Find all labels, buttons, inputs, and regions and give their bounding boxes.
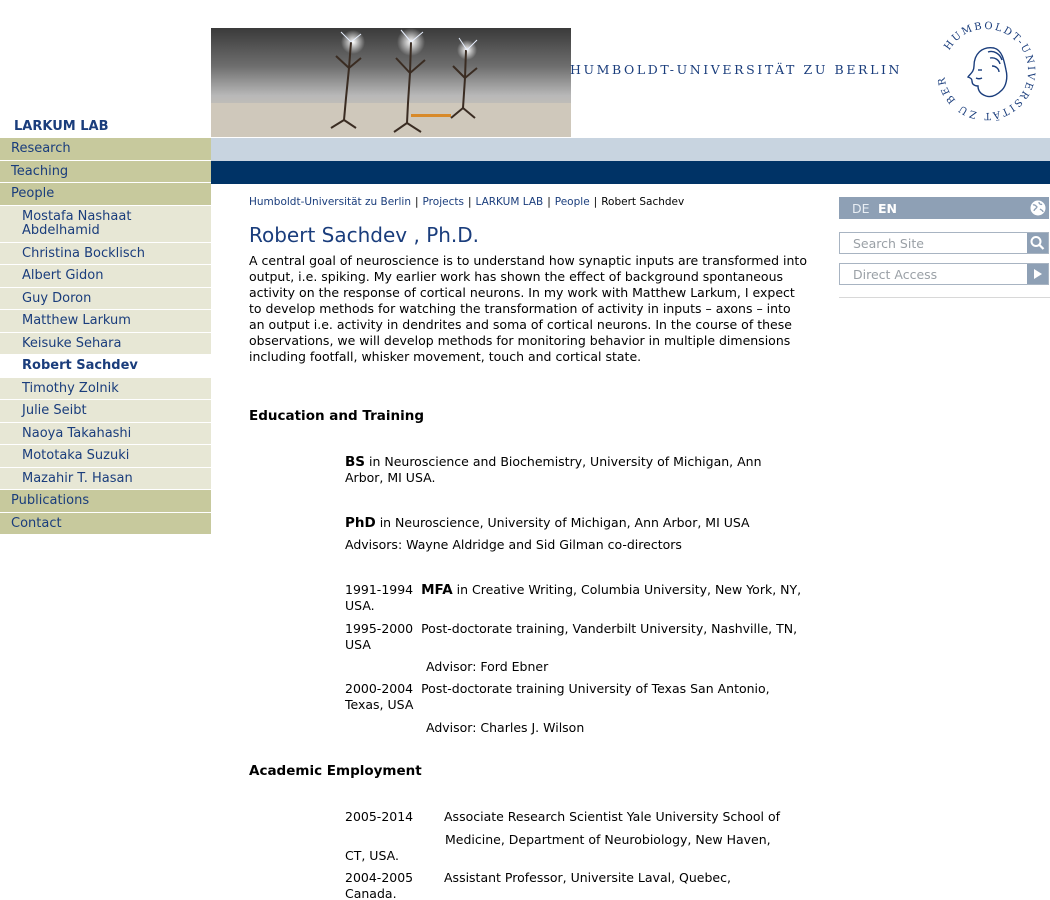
sidebar-item-teaching[interactable]: Teaching (0, 161, 211, 184)
sidebar-person-guy-doron[interactable]: Guy Doron (0, 288, 211, 311)
mfa-degree: MFA (421, 582, 453, 598)
postdoc1-text: Post-doctorate training, Vanderbilt University, Nashville, TN, USA (345, 621, 798, 652)
postdoc1-advisor: Advisor: Ford Ebner (426, 659, 549, 674)
education-heading: Education and Training (249, 408, 424, 424)
language-de-link[interactable]: DE (852, 201, 870, 216)
search-button[interactable] (1027, 233, 1048, 253)
direct-access-box (839, 263, 1049, 285)
job1-line2: Medicine, Department of Neurobiology, New Haven, (445, 832, 771, 847)
sidebar-person-mazahir-t-hasan[interactable]: Mazahir T. Hasan (0, 468, 211, 491)
breadcrumb-separator: | (593, 196, 598, 208)
direct-access-button[interactable] (1027, 264, 1048, 284)
job2-line1: Assistant Professor, Universite Laval, Quebec, (444, 870, 731, 885)
sidebar-person-mostafa-nashaat-abdelhamid[interactable]: Mostafa Nashaat Abdelhamid (0, 206, 211, 243)
svg-text:HUMBOLDT-UNIVERSITÄT ZU BERLIN (932, 14, 1036, 122)
breadcrumb-people[interactable]: People (554, 196, 590, 208)
breadcrumb-separator: | (467, 196, 472, 208)
university-seal[interactable] (932, 14, 1040, 128)
sidebar-person-christina-bocklisch[interactable]: Christina Bocklisch (0, 243, 211, 266)
job2-line2: Canada. (345, 886, 397, 900)
postdoc2-entry (345, 681, 805, 713)
breadcrumb-current: Robert Sachdev (601, 196, 685, 208)
intro-paragraph: A central goal of neuroscience is to understand how synaptic inputs are transformed into output, i.e. spiking. My earlier work has shown the effect of background spontaneous activity on the response of cortical neurons. In my work with Matthew Larkum, I expect to develop methods for watching the transformation of activity in inputs – axons – into an output i.e. activity in dendrites and soma of cortical neurons. In the course of these observations, we will develop methods for monitoring behavior in multiple dimensions including footfall, whisker movement, touch and cortical state. (249, 253, 807, 364)
lab-name[interactable]: LARKUM LAB (14, 119, 109, 134)
language-en-link[interactable]: EN (878, 201, 898, 216)
phd-advisors: Advisors: Wayne Aldridge and Sid Gilman co-directors (345, 537, 682, 552)
breadcrumb (249, 196, 684, 208)
sidebar-person-robert-sachdev[interactable]: Robert Sachdev (0, 355, 211, 378)
sidebar-person-matthew-larkum[interactable]: Matthew Larkum (0, 310, 211, 333)
globe-icon[interactable] (1030, 200, 1046, 216)
sidebar-person-timothy-zolnik[interactable]: Timothy Zolnik (0, 378, 211, 401)
postdoc2-advisor: Advisor: Charles J. Wilson (426, 720, 585, 735)
direct-access-input[interactable] (840, 264, 1028, 284)
job2-years: 2004-2005 (345, 870, 414, 885)
job1-years: 2005-2014 (345, 809, 414, 824)
page-title: Robert Sachdev , Ph.D. (249, 223, 480, 247)
right-panel-divider (839, 297, 1050, 298)
phd-entry (345, 515, 795, 531)
postdoc2-text: Post-doctorate training University of Texas San Antonio, Texas, USA (345, 681, 770, 712)
job1-line1: Associate Research Scientist Yale University School of (444, 809, 781, 824)
bs-text: in Neuroscience and Biochemistry, University of Michigan, Ann Arbor, MI USA. (345, 454, 762, 485)
breadcrumb-separator: | (414, 196, 419, 208)
header-band-light (211, 138, 1050, 161)
postdoc1-years: 1995-2000 (345, 621, 414, 636)
sidebar-person-keisuke-sehara[interactable]: Keisuke Sehara (0, 333, 211, 356)
play-arrow-icon (1027, 264, 1048, 284)
sidebar-item-people[interactable]: People (0, 183, 211, 206)
breadcrumb-humboldt[interactable]: Humboldt-Universität zu Berlin (249, 196, 411, 208)
sidebar-person-mototaka-suzuki[interactable]: Mototaka Suzuki (0, 445, 211, 468)
humboldt-seal-icon (932, 14, 1040, 128)
breadcrumb-separator: | (547, 196, 551, 208)
breadcrumb-larkum-lab[interactable]: LARKUM LAB (475, 196, 544, 208)
phd-text: in Neuroscience, University of Michigan, Ann Arbor, MI USA (375, 515, 750, 530)
humboldt-profile-icon (968, 48, 1007, 97)
job1-line3: CT, USA. (345, 848, 399, 863)
sidebar-nav (0, 138, 211, 535)
employment-heading: Academic Employment (249, 763, 422, 779)
sidebar-item-publications[interactable]: Publications (0, 490, 211, 513)
header-image (211, 28, 571, 137)
neuron-illustration (211, 28, 571, 137)
header-band-dark (211, 161, 1050, 184)
mfa-text: in Creative Writing, Columbia University, New York, NY, USA. (345, 582, 802, 613)
bs-entry (345, 454, 795, 486)
magnifier-icon (1027, 233, 1048, 253)
sidebar-person-naoya-takahashi[interactable]: Naoya Takahashi (0, 423, 211, 446)
postdoc1-entry (345, 621, 805, 653)
phd-degree: PhD (345, 515, 376, 531)
seal-text: HUMBOLDT-UNIVERSITÄT ZU BER (936, 20, 1037, 122)
sidebar-person-julie-seibt[interactable]: Julie Seibt (0, 400, 211, 423)
bs-degree: BS (345, 454, 366, 470)
university-title[interactable]: HUMBOLDT-UNIVERSITÄT ZU BERLIN (570, 62, 903, 77)
language-bar (839, 197, 1049, 219)
sidebar-item-research[interactable]: Research (0, 138, 211, 161)
mfa-entry (345, 582, 805, 614)
sidebar-item-contact[interactable]: Contact (0, 513, 211, 536)
postdoc2-years: 2000-2004 (345, 681, 414, 696)
sidebar-person-albert-gidon[interactable]: Albert Gidon (0, 265, 211, 288)
search-input[interactable] (840, 233, 1028, 253)
mfa-years: 1991-1994 (345, 582, 414, 597)
search-site-box (839, 232, 1049, 254)
breadcrumb-projects[interactable]: Projects (422, 196, 464, 208)
